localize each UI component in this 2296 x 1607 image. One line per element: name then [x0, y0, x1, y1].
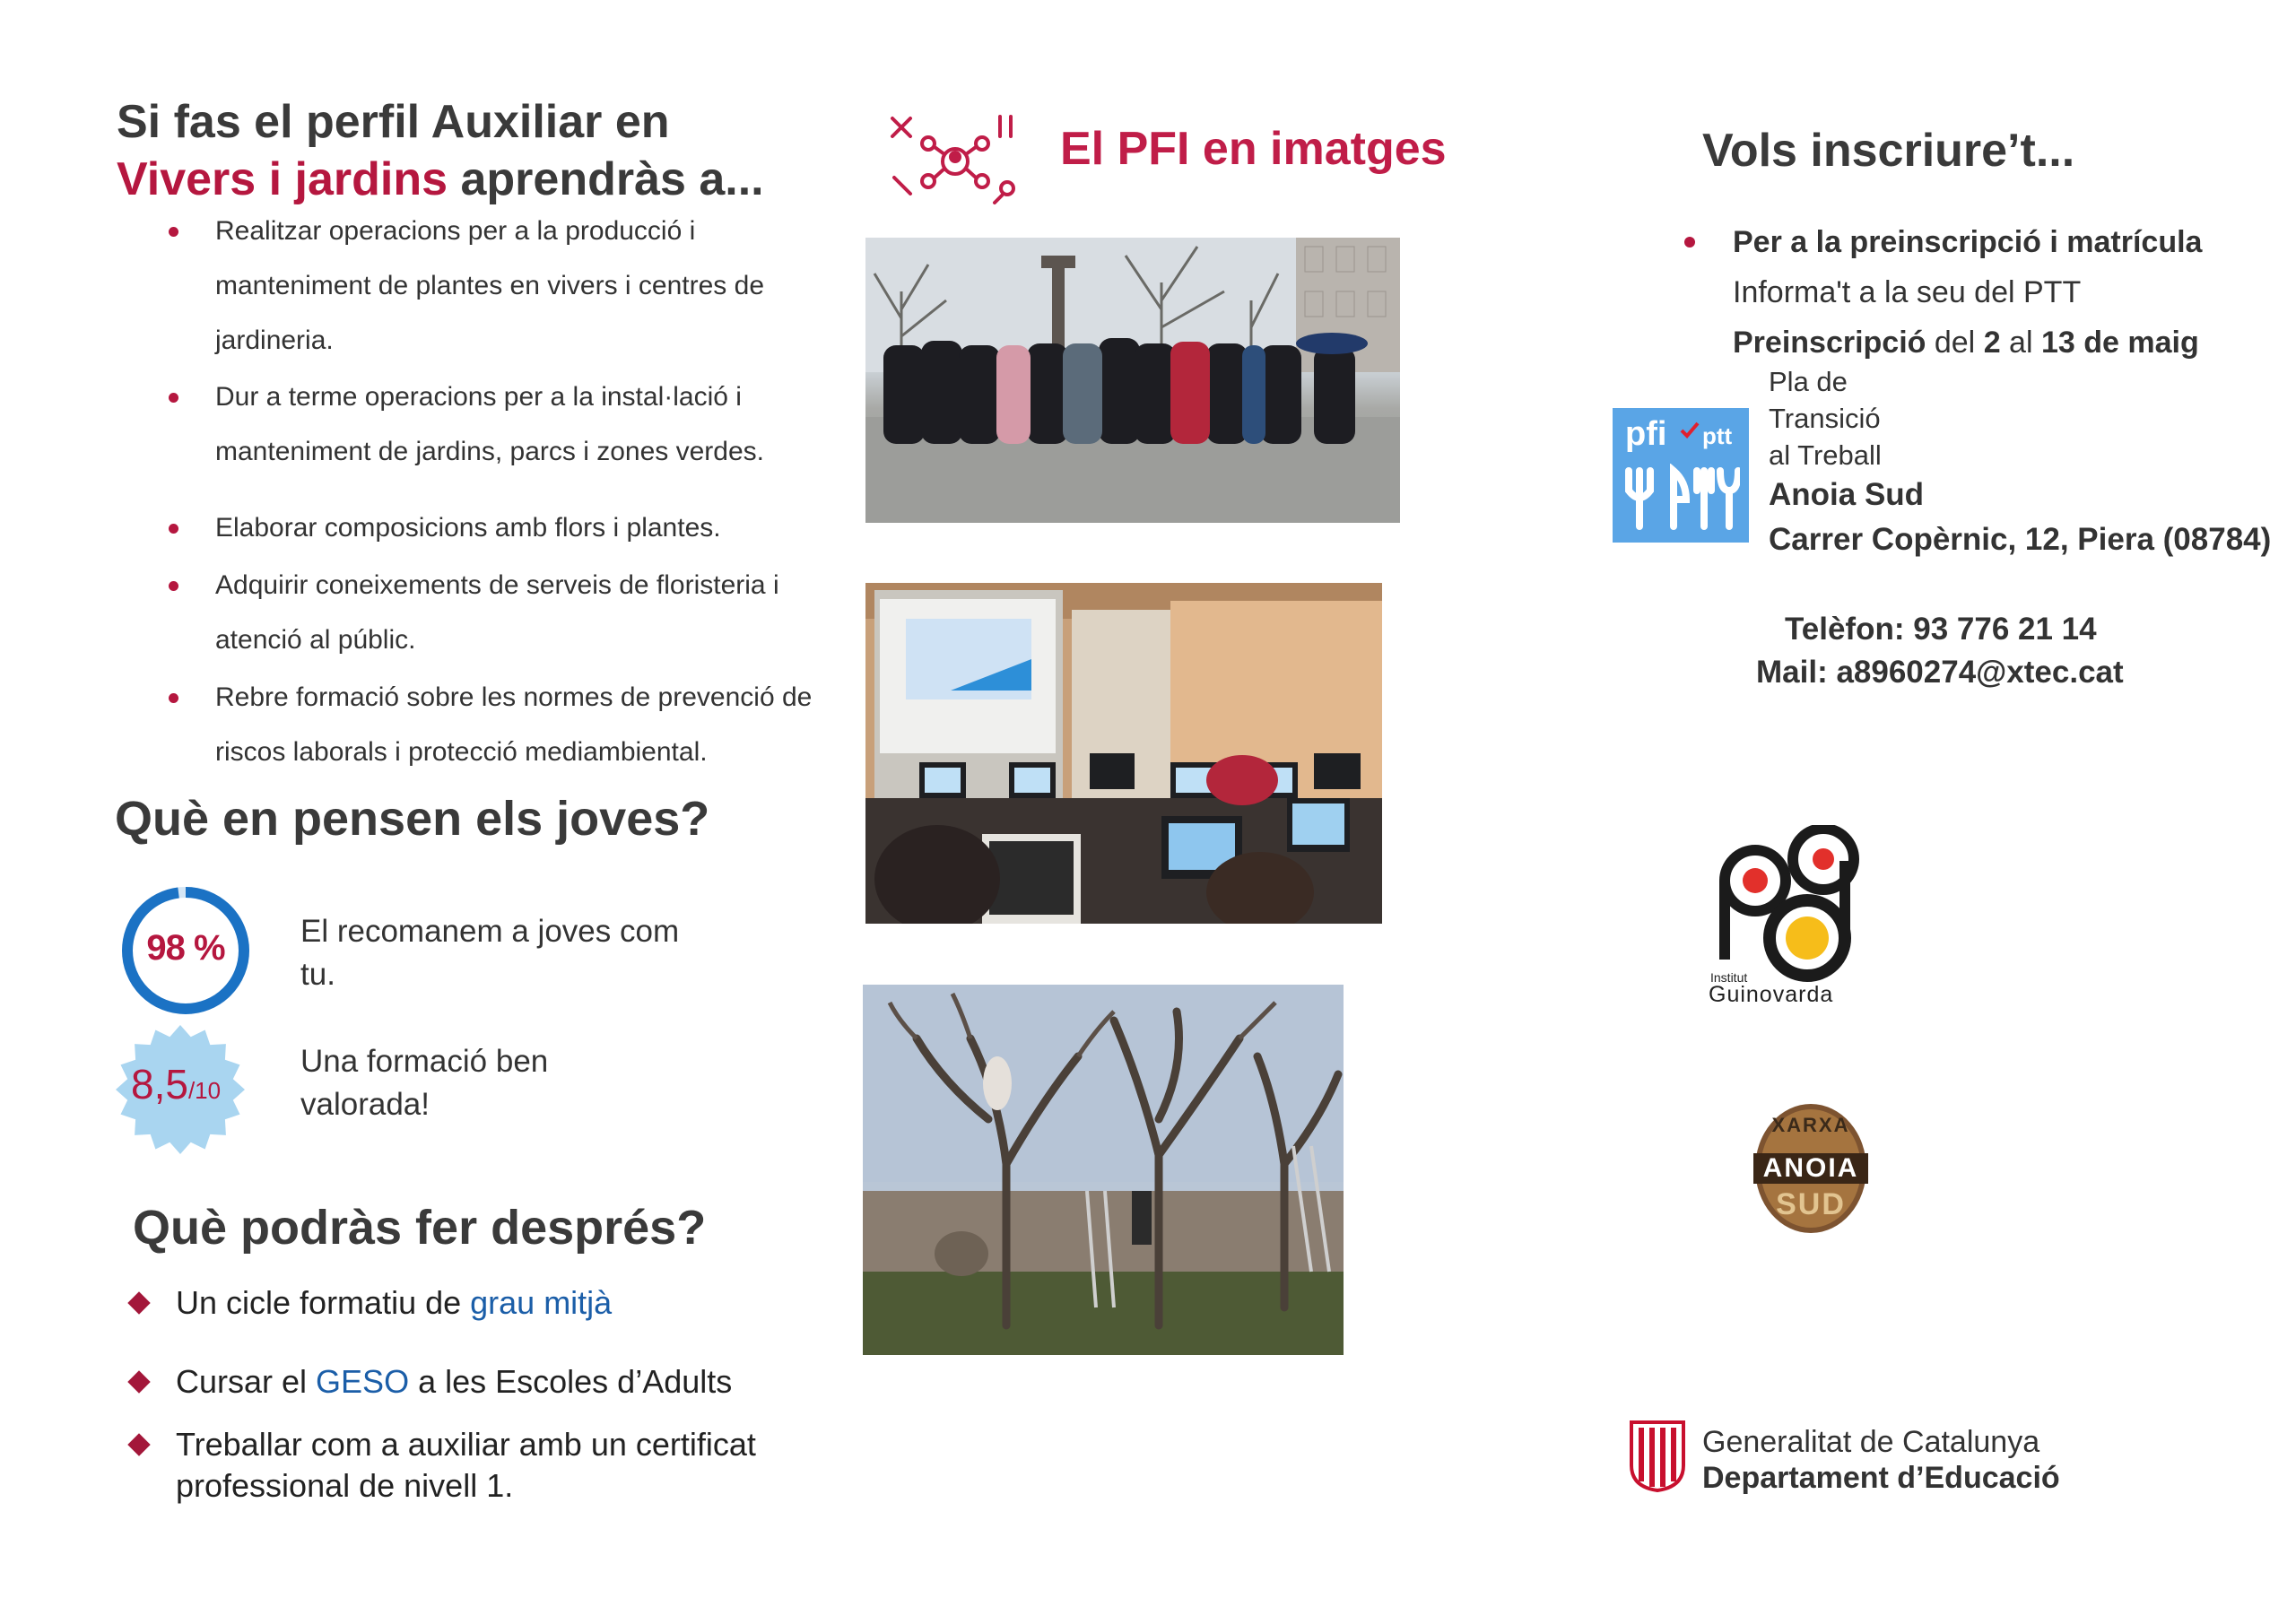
pfi-skills-icon [883, 108, 1027, 206]
list-item: Realitzar operacions per a la producció i manteniment de plantes en vivers i centres de jardineria. [215, 204, 843, 368]
checkmark-icon [1679, 419, 1700, 440]
after-item-2: Cursar el GESO a les Escoles d’Adults [176, 1361, 732, 1403]
classroom-photo-image [865, 583, 1382, 924]
perfil-heading-line1: Si fas el perfil Auxiliar en [117, 96, 670, 148]
signup-heading: Vols inscriure’t... [1702, 125, 2075, 177]
cutlery-tools-icon [1623, 464, 1740, 535]
list-item: Elaborar composicions amb flors i plantes. [215, 500, 843, 555]
pruning-photo [863, 985, 1344, 1355]
group-photo-image [865, 238, 1400, 523]
center-name: Anoia Sud [1769, 477, 1925, 512]
after-item-1: Un cicle formatiu de grau mitjà [176, 1282, 612, 1324]
xarxa-anoia-sud-logo: XARXA ANOIA SUD [1753, 1101, 1868, 1236]
generalitat-text: Generalitat de Catalunya Departament d’Educació [1702, 1425, 2060, 1495]
after-heading: Què podràs fer després? [133, 1201, 707, 1255]
generalitat-logo [1628, 1419, 1687, 1492]
pruning-photo-image [863, 985, 1344, 1355]
perfil-heading-rest: aprendràs a... [448, 153, 764, 205]
senyera-shield-icon [1628, 1419, 1687, 1492]
list-item: Adquirir coneixements de serveis de floristeria i atenció al públic. [215, 558, 843, 667]
images-heading: El PFI en imatges [1060, 123, 1447, 175]
diamond-bullet-icon [127, 1433, 150, 1455]
list-item: Rebre formació sobre les normes de prevenció de riscos laborals i protecció mediambiental. [215, 670, 843, 779]
rating-text: Una formació ben valorada! [300, 1044, 549, 1122]
rating-badge [113, 1022, 248, 1157]
rating-value: 8,5/10 [131, 1061, 222, 1108]
bullet-dot [169, 524, 178, 534]
group-photo [865, 238, 1400, 523]
diamond-bullet-icon [127, 1370, 150, 1393]
recommend-ring [118, 883, 253, 1018]
bullet-dot [1684, 237, 1695, 248]
guinovarda-logo-icon [1709, 825, 1861, 986]
ptt-address: Pla de Transició al Treball [1769, 366, 1882, 471]
perfil-heading-highlight: Vivers i jardins [117, 153, 448, 205]
after-item-3: Treballar com a auxiliar amb un certificat professional de nivell 1. [176, 1424, 756, 1507]
learning-list [215, 204, 843, 779]
guinovarda-logo: Institut Guinovarda [1709, 825, 1861, 1018]
pfi-ptt-logo: pfi ptt [1613, 408, 1749, 543]
perfil-heading [117, 93, 852, 208]
mail-text: Mail: a8960274@xtec.cat [1756, 655, 2124, 690]
diamond-bullet-icon [127, 1291, 150, 1314]
classroom-photo [865, 583, 1382, 924]
phone-text: Telèfon: 93 776 21 14 [1785, 612, 2097, 647]
bullet-dot [169, 581, 178, 591]
center-address: Carrer Copèrnic, 12, Piera (08784) [1769, 522, 2272, 557]
recommend-value: 98 % [146, 928, 225, 968]
signup-block: Per a la preinscripció i matrícula Informa't a la seu del PTT Preinscripció del 2 al 13 de maig [1733, 217, 2202, 368]
bullet-dot [169, 393, 178, 403]
list-item: Dur a terme operacions per a la instal·lació i manteniment de jardins, parcs i zones verdes. [215, 369, 843, 479]
opinions-heading: Què en pensen els joves? [115, 792, 710, 846]
recommend-text: El recomanem a joves com tu. [300, 914, 680, 992]
bullet-dot [169, 693, 178, 703]
bullet-dot [169, 227, 178, 237]
network-skills-icon [883, 108, 1027, 206]
dates-line: Preinscripció del 2 al 13 de maig [1733, 326, 2199, 360]
